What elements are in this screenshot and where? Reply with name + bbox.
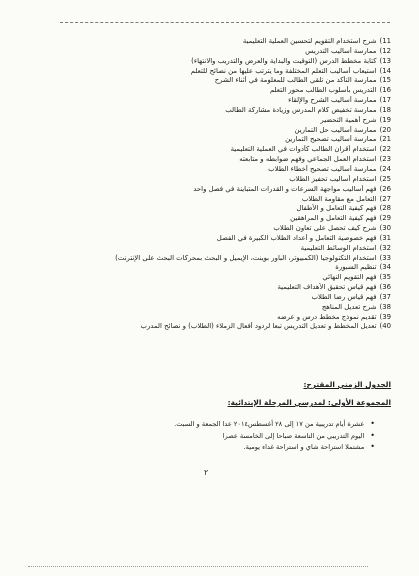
topic-text: فهم التقويم النهائي — [322, 273, 377, 282]
schedule-bullet: • عشرة أيام تدريبية من ١٧ إلى ٢٨ أغسطس٢٠١٤ عدا الجمعة و السبت. — [45, 418, 375, 430]
topic-number: 15) — [379, 76, 391, 85]
topic-number: 14) — [379, 66, 391, 75]
topic-number: 38) — [379, 302, 391, 311]
topic-number: 26) — [379, 184, 391, 193]
footer-rule — [28, 566, 368, 567]
topic-text: كتابة مخطط الدرس (التوقيت والبداية والعرض والتدريب والانتهاء) — [191, 56, 377, 65]
topic-item — [6, 57, 391, 67]
topic-number: 13) — [379, 56, 391, 65]
topic-text: فهم كيفية التعامل و الأطفال — [296, 204, 377, 213]
topic-number: 21) — [379, 135, 391, 144]
topic-text: شرح كيف تحصل على تعاون الطلاب — [273, 224, 377, 233]
topic-number: 28) — [379, 204, 391, 213]
topic-number: 23) — [379, 155, 391, 164]
topic-text: ممارسة أساليب تصحيح أخطاء الطلاب — [268, 164, 377, 173]
topic-item — [6, 313, 391, 323]
topic-text: ممارسة أساليب الشرح والإلقاء — [288, 96, 377, 105]
topic-text: شرح أهمية التحضير — [320, 115, 377, 124]
training-topics-list — [6, 37, 391, 332]
topic-number: 17) — [379, 96, 391, 105]
topic-item — [6, 76, 391, 86]
topic-item — [6, 175, 391, 185]
schedule-title: الجدول الزمني المقترح: — [303, 380, 391, 389]
topic-number: 12) — [379, 46, 391, 55]
topic-number: 20) — [379, 125, 391, 134]
topic-number: 18) — [379, 105, 391, 114]
topic-text: ممارسة أساليب التدريس — [305, 46, 377, 55]
topic-number: 40) — [379, 322, 391, 331]
topic-number: 34) — [379, 263, 391, 272]
topic-item — [6, 106, 391, 116]
topic-item — [6, 273, 391, 283]
topic-number: 31) — [379, 233, 391, 242]
topic-item — [6, 214, 391, 224]
topic-item — [6, 204, 391, 214]
schedule-bullet: • مشتملا استراحة شاي و استراحة غداء يومية. — [45, 441, 375, 453]
topic-number: 25) — [379, 174, 391, 183]
topic-number: 24) — [379, 164, 391, 173]
topic-text: ممارسة أساليب حل التمارين — [294, 125, 377, 134]
topic-item — [6, 145, 391, 155]
topic-number: 16) — [379, 86, 391, 95]
page-number: ٢ — [204, 468, 209, 477]
topic-item — [6, 116, 391, 126]
topic-text: استخدام التكنولوجيا (الكمبيوتر، الباور بوينت، الإيميل و البحث بمحركات البحث على الإنترنت) — [115, 253, 377, 262]
topic-text: استيعاب أساليب التعلم المختلفة وما يترتب عليها من نصائح للتعلم — [190, 66, 377, 75]
topic-text: تقديم نموذج مخطط درس و عرضه — [277, 312, 377, 321]
topic-text: التدريس بأسلوب الطالب محور التعلم — [269, 86, 377, 95]
topic-text: التعامل مع مقاومة الطلاب — [301, 194, 377, 203]
topic-text: استخدام أقران الطالب كأدوات في العملية التعليمية — [230, 145, 377, 154]
topic-item — [6, 96, 391, 106]
topic-number: 11) — [379, 37, 391, 45]
topic-number: 19) — [379, 115, 391, 124]
schedule-bullets — [45, 418, 375, 453]
topic-item — [6, 195, 391, 205]
topic-item — [6, 283, 391, 293]
topic-number: 39) — [379, 312, 391, 321]
topic-item — [6, 224, 391, 234]
topic-text: ممارسة تخفيض كلام المدرس وزيادة مشاركة الطالب — [225, 105, 377, 114]
topic-number: 33) — [379, 253, 391, 262]
topic-item — [6, 322, 391, 332]
topic-item — [6, 47, 391, 57]
topic-item — [6, 263, 391, 273]
topic-text: شرح تعديل المناهج — [321, 302, 377, 311]
topic-item — [6, 244, 391, 254]
topic-text: ممارسة التأكد من تلقي الطالب للمعلومة في أثناء الشرح — [214, 76, 377, 85]
topic-item — [6, 67, 391, 77]
topic-item — [6, 303, 391, 313]
topic-item — [6, 135, 391, 145]
topic-text: فهم كيفية التعامل و المراهقين — [290, 214, 377, 223]
topic-number: 36) — [379, 283, 391, 292]
topic-text: استخدام الوسائط التعليمية — [300, 243, 377, 252]
group-title: المجموعة الأولى: لمدرسي المرحلة الإبتدائية: — [227, 398, 391, 407]
topic-text: فهم قياس رضا الطلاب — [311, 292, 377, 301]
schedule-bullet: • اليوم التدريبي من التاسعة صباحا إلى الخامسة عصرا — [45, 430, 375, 442]
topic-text: استخدام العمل الجماعي وفهم ضوابطه و متابعته — [239, 155, 377, 164]
topic-text: فهم أساليب مواجهة السرعات و القدرات المتباينة في فصل واحد — [193, 184, 377, 193]
topic-item — [6, 37, 391, 47]
topic-number: 27) — [379, 194, 391, 203]
topic-item — [6, 86, 391, 96]
topic-item — [6, 155, 391, 165]
topic-text: ممارسة أساليب تصحيح التمارين — [285, 135, 377, 144]
topic-item — [6, 126, 391, 136]
topic-text: تعديل المخطط و تعديل التدريس تبعا لردود أفعال الزملاء (الطلاب) و نصائح المدرب — [140, 322, 377, 331]
topic-item — [6, 185, 391, 195]
topic-text: استخدام أساليب تحفيز الطلاب — [289, 174, 377, 183]
topic-text: فهم خصوصية التعامل و أعداد الطلاب الكبيرة في الفصل — [216, 233, 377, 242]
topic-item — [6, 165, 391, 175]
topic-number: 35) — [379, 273, 391, 282]
topic-number: 30) — [379, 224, 391, 233]
topic-item — [6, 293, 391, 303]
topic-item — [6, 234, 391, 244]
topic-number: 37) — [379, 292, 391, 301]
topic-number: 29) — [379, 214, 391, 223]
topic-text: فهم قياس تحقيق الأهداف التعليمية — [277, 283, 377, 292]
topic-number: 22) — [379, 145, 391, 154]
topic-text: شرح استخدام التقويم لتحسين العملية التعليمية — [242, 37, 377, 45]
topic-text: تنظيم السبورة — [335, 263, 377, 272]
header-rule — [60, 22, 390, 23]
topic-item — [6, 254, 391, 264]
topic-number: 32) — [379, 243, 391, 252]
